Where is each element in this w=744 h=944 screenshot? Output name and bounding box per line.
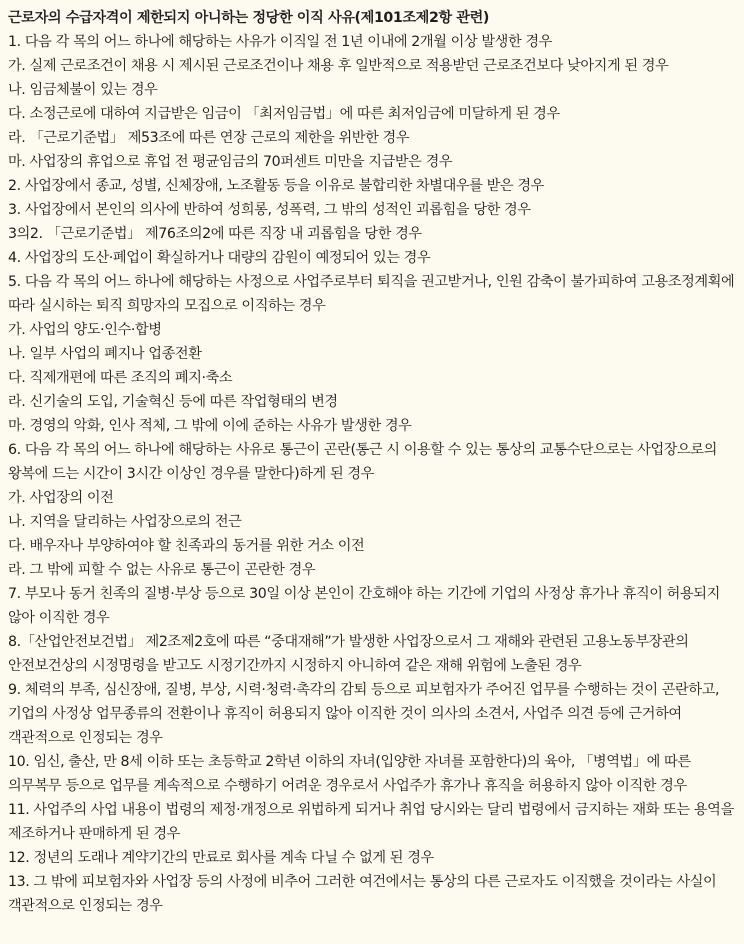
- clause-9: 9. 체력의 부족, 심신장애, 질병, 부상, 시력·청력·촉각의 감퇴 등으로 피보험자가 주어진 업무를 수행하는 것이 곤란하고, 기업의 사정상 업무종류의 전환이나 휴직이 허용되지 않아 이직한 것이 의사의 소견서, 사업주 의견 등에 근거하여 객관적으로 인정되는 경우: [8, 682, 720, 746]
- clause-6-ra: 라. 그 밖에 피할 수 없는 사유로 통근이 곤란한 경우: [8, 562, 316, 578]
- clause-6-ga: 가. 사업장의 이전: [8, 490, 114, 506]
- clause-11: 11. 사업주의 사업 내용이 법령의 제정·개정으로 위법하게 되거나 취업 당시와는 달리 법령에서 금지하는 재화 또는 용역을 제조하거나 판매하게 된 경우: [8, 802, 734, 842]
- clause-5-ma: 마. 경영의 악화, 인사 적체, 그 밖에 이에 준하는 사유가 발생한 경우: [8, 418, 412, 434]
- clause-1-ma: 마. 사업장의 휴업으로 휴업 전 평균임금의 70퍼센트 미만을 지급받은 경우: [8, 154, 453, 170]
- clause-6: 6. 다음 각 목의 어느 하나에 해당하는 사유로 통근이 곤란(통근 시 이용할 수 있는 통상의 교통수단으로는 사업장으로의 왕복에 드는 시간이 3시간 이상인 경우를 말한다)하게 된 경우: [8, 442, 717, 482]
- document-title: 근로자의 수급자격이 제한되지 아니하는 정당한 이직 사유(제101조제2항 관련): [8, 10, 489, 26]
- clause-1-ga: 가. 실제 근로조건이 채용 시 제시된 근로조건이나 채용 후 일반적으로 적용받던 근로조건보다 낮아지게 된 경우: [8, 58, 669, 74]
- clause-1-da: 다. 소정근로에 대하여 지급받은 임금이 「최저임금법」에 따른 최저임금에 미달하게 된 경우: [8, 106, 560, 122]
- clause-6-da: 다. 배우자나 부양하여야 할 친족과의 동거를 위한 거소 이전: [8, 538, 365, 554]
- clause-5-na: 나. 일부 사업의 폐지나 업종전환: [8, 346, 202, 362]
- clause-2: 2. 사업장에서 종교, 성별, 신체장애, 노조활동 등을 이유로 불합리한 차별대우를 받은 경우: [8, 178, 544, 194]
- clause-10: 10. 임신, 출산, 만 8세 이하 또는 초등학교 2학년 이하의 자녀(입양한 자녀를 포함한다)의 육아, 「병역법」에 따른 의무복무 등으로 업무를 계속적으로 수행하기 어려운 경우로서 사업주가 휴가나 휴직을 허용하지 않아 이직한 경우: [8, 754, 691, 794]
- clause-5-ga: 가. 사업의 양도·인수·합병: [8, 322, 162, 338]
- clause-12: 12. 정년의 도래나 계약기간의 만료로 회사를 계속 다닐 수 없게 된 경우: [8, 850, 434, 866]
- clause-6-na: 나. 지역을 달리하는 사업장으로의 전근: [8, 514, 242, 530]
- clause-4: 4. 사업장의 도산·폐업이 확실하거나 대량의 감원이 예정되어 있는 경우: [8, 250, 431, 266]
- clause-5: 5. 다음 각 목의 어느 하나에 해당하는 사정으로 사업주로부터 퇴직을 권고받거나, 인원 감축이 불가피하여 고용조정계획에 따라 실시하는 퇴직 희망자의 모집으로 이직하는 경우: [8, 274, 735, 314]
- clause-1: 1. 다음 각 목의 어느 하나에 해당하는 사유가 이직일 전 1년 이내에 2개월 이상 발생한 경우: [8, 34, 553, 50]
- clause-3-2: 3의2. 「근로기준법」 제76조의2에 따른 직장 내 괴롭힘을 당한 경우: [8, 226, 422, 242]
- clause-3: 3. 사업장에서 본인의 의사에 반하여 성희롱, 성폭력, 그 밖의 성적인 괴롭힘을 당한 경우: [8, 202, 531, 218]
- clause-list: [8, 30, 736, 918]
- clause-1-na: 나. 임금체불이 있는 경우: [8, 82, 158, 98]
- clause-13: 13. 그 밖에 피보험자와 사업장 등의 사정에 비추어 그러한 여건에서는 통상의 다른 근로자도 이직했을 것이라는 사실이 객관적으로 인정되는 경우: [8, 874, 717, 914]
- clause-7: 7. 부모나 동거 친족의 질병·부상 등으로 30일 이상 본인이 간호해야 하는 기간에 기업의 사정상 휴가나 휴직이 허용되지 않아 이직한 경우: [8, 586, 720, 626]
- clause-1-ra: 라. 「근로기준법」 제53조에 따른 연장 근로의 제한을 위반한 경우: [8, 130, 410, 146]
- clause-5-da: 다. 직제개편에 따른 조직의 폐지·축소: [8, 370, 233, 386]
- clause-8: 8.「산업안전보건법」 제2조제2호에 따른 “중대재해”가 발생한 사업장으로서 그 재해와 관련된 고용노동부장관의 안전보건상의 시정명령을 받고도 시정기간까지 시정하지 아니하여 같은 재해 위험에 노출된 경우: [8, 634, 689, 674]
- clause-5-ra: 라. 신기술의 도입, 기술혁신 등에 따른 작업형태의 변경: [8, 394, 338, 410]
